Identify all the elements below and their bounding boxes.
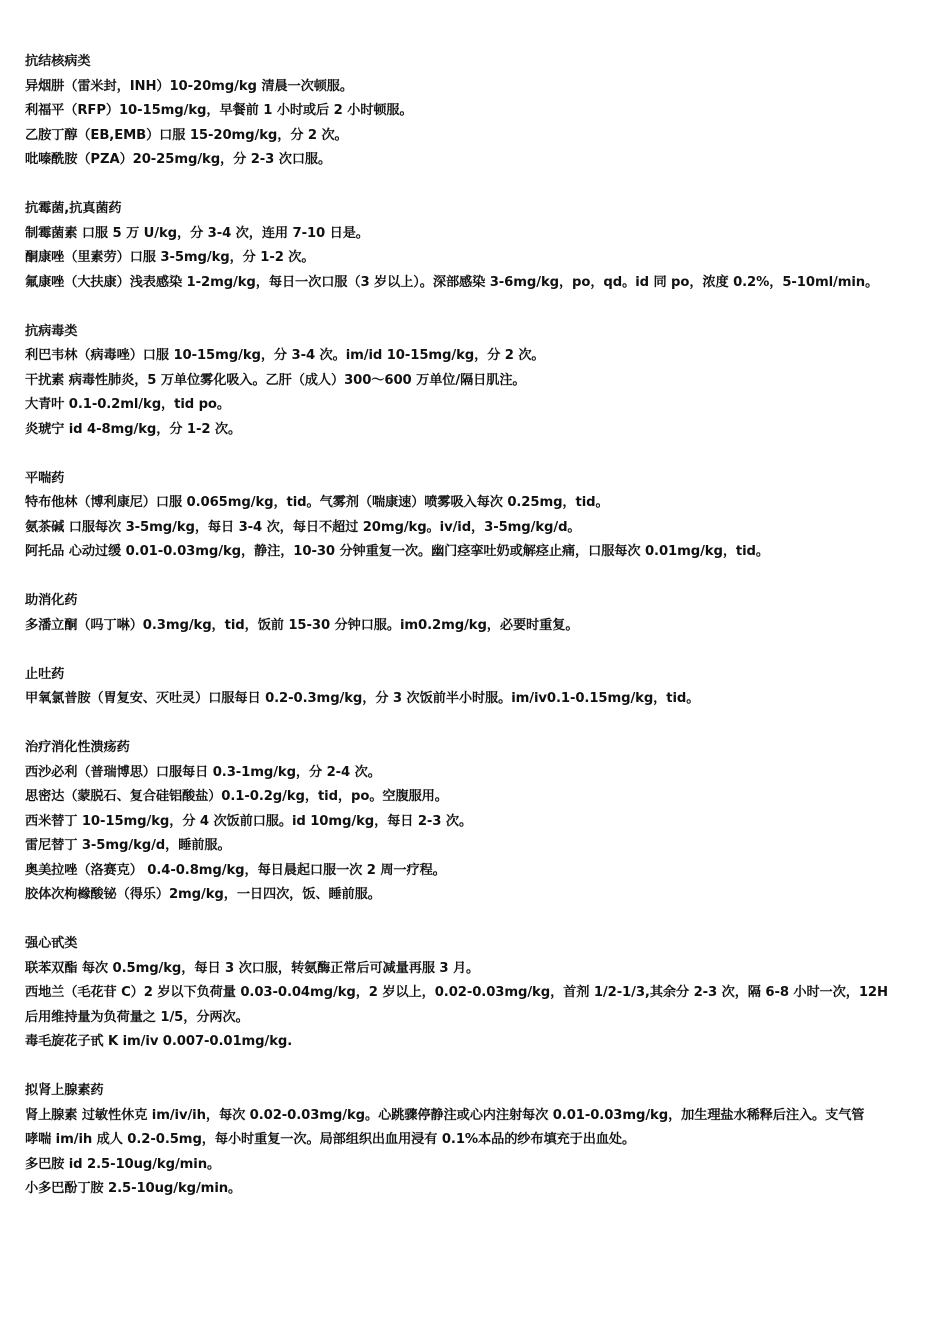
drug-entry: 雷尼替丁 3-5mg/kg/d，睡前服。 <box>25 838 231 853</box>
section-heading: 抗霉菌,抗真菌药 <box>25 201 122 216</box>
section-heading: 平喘药 <box>25 470 65 486</box>
drug-entry: 哮喘 im/ih 成人 0.2-0.5mg，每小时重复一次。局部组织出血用浸有 0.1%本品的纱布填充于出血处。 <box>25 1132 636 1147</box>
drug-entry: 氟康唑（大扶康）浅表感染 1-2mg/kg，每日一次口服（3 岁以上）。深部感染 3-6mg/kg，po，qd。id 同 po，浓度 0.2%，5-10ml/min。 <box>25 274 879 290</box>
drug-entry: 思密达（蒙脱石、复合硅铝酸盐）0.1-0.2g/kg，tid，po。空腹服用。 <box>25 789 448 804</box>
drug-entry: 利福平（RFP）10-15mg/kg，早餐前 1 小时或后 2 小时顿服。 <box>25 103 413 118</box>
section-heading: 抗结核病类 <box>25 54 91 69</box>
drug-entry: 毒毛旋花子甙 K im/iv 0.007-0.01mg/kg. <box>25 1034 293 1049</box>
drug-entry: 多巴胺 id 2.5-10ug/kg/min。 <box>25 1156 221 1172</box>
drug-entry: 吡嗪酰胺（PZA）20-25mg/kg，分 2-3 次口服。 <box>25 152 332 167</box>
drug-section <box>25 932 930 1055</box>
drug-entry: 阿托品 心动过缓 0.01-0.03mg/kg，静注，10-30 分钟重复一次。幽门痉挛吐奶或解痉止痛，口服每次 0.01mg/kg，tid。 <box>25 544 769 559</box>
drug-entry: 炎琥宁 id 4-8mg/kg，分 1-2 次。 <box>25 421 242 437</box>
section-heading: 止吐药 <box>25 666 65 682</box>
section-heading: 助消化药 <box>25 593 78 608</box>
drug-entry: 异烟肼（雷米封，INH）10-20mg/kg 清晨一次顿服。 <box>25 78 353 94</box>
drug-entry: 乙胺丁醇（EB,EMB）口服 15-20mg/kg，分 2 次。 <box>25 127 348 143</box>
drug-entry: 酮康唑（里素劳）口服 3-5mg/kg，分 1-2 次。 <box>25 250 315 265</box>
section-heading: 拟肾上腺素药 <box>25 1083 104 1098</box>
drug-section <box>25 320 930 443</box>
drug-section <box>25 589 930 638</box>
drug-section <box>25 736 930 908</box>
drug-entry: 多潘立酮（吗丁啉）0.3mg/kg，tid，饭前 15-30 分钟口服。im0.2mg/kg，必要时重复。 <box>25 617 579 633</box>
drug-entry: 氨茶碱 口服每次 3-5mg/kg，每日 3-4 次，每日不超过 20mg/kg。iv/id，3-5mg/kg/d。 <box>25 519 581 535</box>
drug-entry: 干扰素 病毒性肺炎，5 万单位雾化吸入。乙肝（成人）300～600 万单位/隔日肌注。 <box>25 372 526 388</box>
drug-entry: 制霉菌素 口服 5 万 U/kg，分 3-4 次，连用 7-10 日是。 <box>25 225 369 241</box>
drug-entry: 甲氧氯普胺（胃复安、灭吐灵）口服每日 0.2-0.3mg/kg，分 3 次饭前半小时服。im/iv0.1-0.15mg/kg，tid。 <box>25 691 700 706</box>
drug-entry: 西沙必利（普瑞博思）口服每日 0.3-1mg/kg，分 2-4 次。 <box>25 764 381 780</box>
drug-section <box>25 663 930 712</box>
drug-entry: 西米替丁 10-15mg/kg，分 4 次饭前口服。id 10mg/kg，每日 2-3 次。 <box>25 813 473 829</box>
section-heading: 抗病毒类 <box>25 323 78 339</box>
drug-entry: 肾上腺素 过敏性休克 im/iv/ih，每次 0.02-0.03mg/kg。心跳骤停静注或心内注射每次 0.01-0.03mg/kg，加生理盐水稀释后注入。支气管 <box>25 1107 865 1123</box>
drug-entry: 利巴韦林（病毒唑）口服 10-15mg/kg，分 3-4 次。im/id 10-15mg/kg，分 2 次。 <box>25 348 545 363</box>
drug-section <box>25 197 930 295</box>
drug-section <box>25 50 930 173</box>
drug-entry: 大青叶 0.1-0.2ml/kg，tid po。 <box>25 397 230 412</box>
drug-entry: 后用维持量为负荷量之 1/5，分两次。 <box>25 1009 249 1025</box>
drug-entry: 联苯双酯 每次 0.5mg/kg，每日 3 次口服，转氨酶正常后可减量再服 3 月。 <box>25 960 480 976</box>
document-body <box>25 50 930 1226</box>
drug-section <box>25 467 930 565</box>
section-heading: 治疗消化性溃疡药 <box>25 740 130 755</box>
drug-entry: 特布他林（博利康尼）口服 0.065mg/kg，tid。气雾剂（喘康速）喷雾吸入每次 0.25mg，tid。 <box>25 495 609 510</box>
drug-section <box>25 1079 930 1202</box>
drug-entry: 小多巴酚丁胺 2.5-10ug/kg/min。 <box>25 1181 242 1196</box>
drug-entry: 奥美拉唑（洛赛克） 0.4-0.8mg/kg，每日晨起口服一次 2 周一疗程。 <box>25 862 446 878</box>
drug-entry: 胶体次枸橼酸铋（得乐）2mg/kg，一日四次，饭、睡前服。 <box>25 887 381 902</box>
drug-entry: 西地兰（毛花苷 C）2 岁以下负荷量 0.03-0.04mg/kg，2 岁以上，0.02-0.03mg/kg，首剂 1/2-1/3,其余分 2-3 次，隔 6-8 小时一次，12H <box>25 985 888 1000</box>
section-heading: 强心甙类 <box>25 936 78 951</box>
